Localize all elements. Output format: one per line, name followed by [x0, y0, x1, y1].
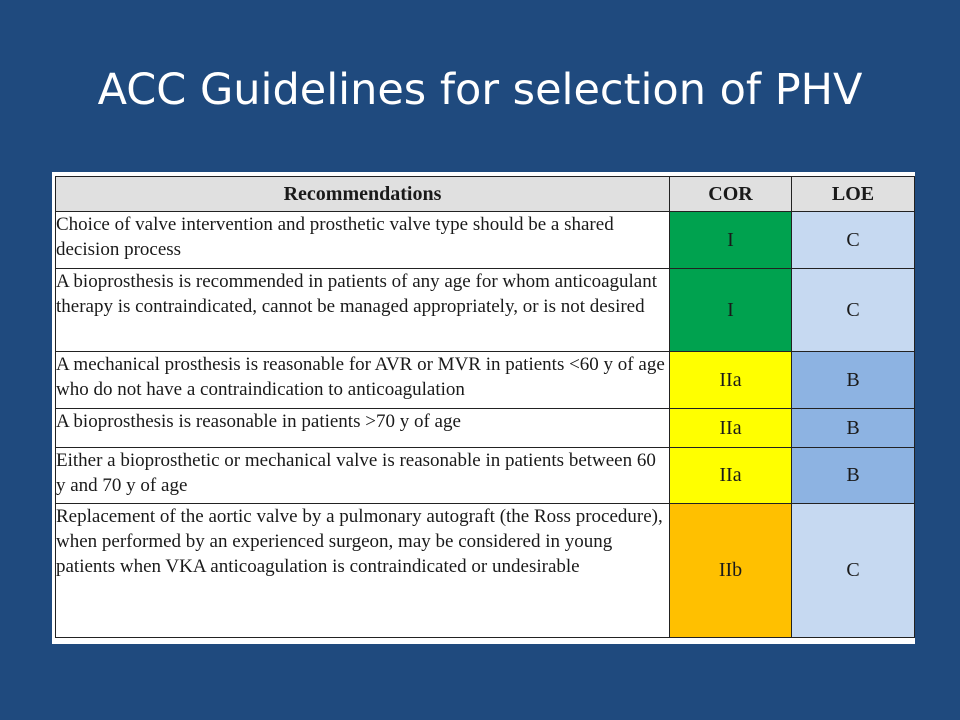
recommendations-table — [55, 176, 915, 638]
table-row — [56, 212, 915, 269]
loe-cell: B — [792, 409, 915, 448]
loe-cell: C — [792, 212, 915, 269]
slide-title: ACC Guidelines for selection of PHV — [97, 65, 863, 115]
table-row — [56, 448, 915, 504]
cor-cell: I — [670, 269, 792, 352]
cor-cell: IIb — [670, 504, 792, 638]
recommendation-text: A mechanical prosthesis is reasonable for AVR or MVR in patients <60 y of age who do not have a contraindication to anticoagulation — [56, 352, 670, 409]
loe-cell: C — [792, 269, 915, 352]
table-row — [56, 352, 915, 409]
loe-cell: B — [792, 448, 915, 504]
recommendation-text: Replacement of the aortic valve by a pulmonary autograft (the Ross procedure), when performed by an experienced surgeon, may be considered in young patients when VKA anticoagulation is contraindicated or undesirable — [56, 504, 670, 638]
recommendation-text: Either a bioprosthetic or mechanical valve is reasonable in patients between 60 y and 70 y of age — [56, 448, 670, 504]
recommendation-text: Choice of valve intervention and prosthetic valve type should be a shared decision process — [56, 212, 670, 269]
table-row — [56, 504, 915, 638]
cor-cell: I — [670, 212, 792, 269]
table-header-row — [56, 177, 915, 212]
loe-cell: C — [792, 504, 915, 638]
recommendation-text: A bioprosthesis is reasonable in patients >70 y of age — [56, 409, 670, 448]
table-row — [56, 269, 915, 352]
cor-cell: IIa — [670, 352, 792, 409]
recommendations-table-container — [52, 172, 915, 644]
header-cor: COR — [670, 177, 792, 212]
recommendation-text: A bioprosthesis is recommended in patients of any age for whom anticoagulant therapy is contraindicated, cannot be managed appropriately, or is not desired — [56, 269, 670, 352]
loe-cell: B — [792, 352, 915, 409]
header-recommendations: Recommendations — [56, 177, 670, 212]
header-loe: LOE — [792, 177, 915, 212]
cor-cell: IIa — [670, 409, 792, 448]
cor-cell: IIa — [670, 448, 792, 504]
table-row — [56, 409, 915, 448]
